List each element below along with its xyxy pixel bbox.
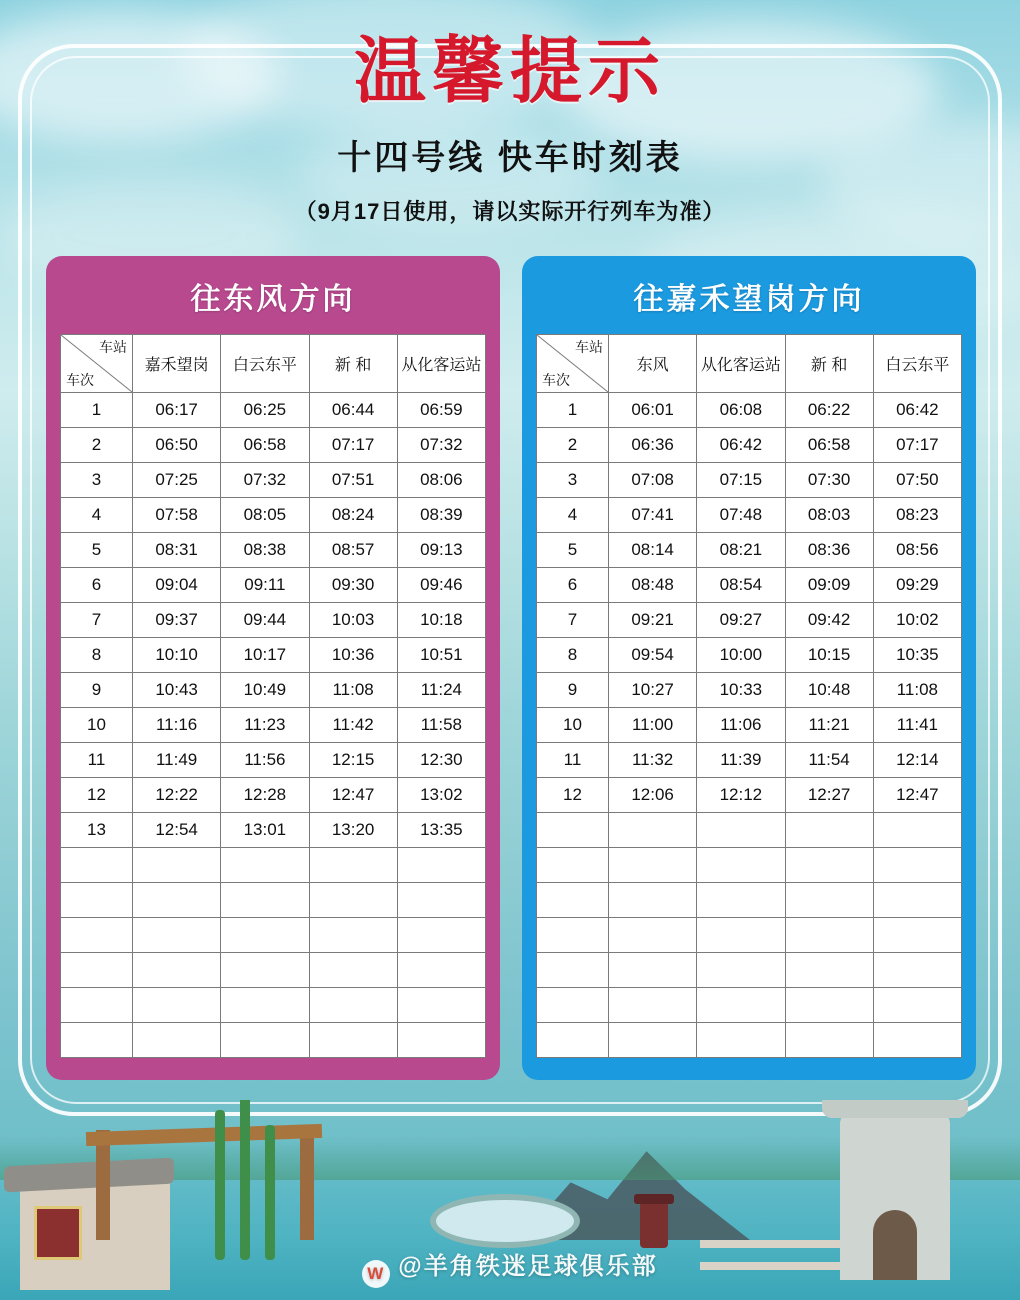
time-cell: 08:14 — [609, 533, 697, 568]
time-cell — [397, 988, 485, 1023]
bamboo-illustration — [265, 1125, 275, 1260]
time-cell — [397, 918, 485, 953]
column-header: 白云东平 — [873, 335, 961, 393]
train-number-cell: 3 — [537, 463, 609, 498]
train-number-cell: 5 — [61, 533, 133, 568]
train-number-cell: 8 — [537, 638, 609, 673]
time-cell — [785, 1023, 873, 1058]
time-cell: 06:08 — [697, 393, 785, 428]
train-number-cell: 6 — [61, 568, 133, 603]
time-cell: 06:36 — [609, 428, 697, 463]
time-cell: 08:05 — [221, 498, 309, 533]
train-number-cell — [537, 883, 609, 918]
time-cell: 06:59 — [397, 393, 485, 428]
table-row — [61, 463, 486, 498]
time-cell: 07:48 — [697, 498, 785, 533]
table-row — [61, 393, 486, 428]
train-number-cell — [537, 813, 609, 848]
time-cell — [221, 883, 309, 918]
time-cell — [309, 988, 397, 1023]
timetable-panel-east — [522, 256, 976, 1080]
watermark — [0, 1246, 1020, 1288]
time-cell: 08:06 — [397, 463, 485, 498]
time-cell: 11:39 — [697, 743, 785, 778]
time-cell — [873, 813, 961, 848]
time-cell: 10:48 — [785, 673, 873, 708]
time-cell: 07:08 — [609, 463, 697, 498]
time-cell — [133, 918, 221, 953]
table-header-row — [537, 335, 962, 393]
time-cell: 13:01 — [221, 813, 309, 848]
time-cell — [785, 918, 873, 953]
time-cell — [609, 883, 697, 918]
time-cell — [785, 988, 873, 1023]
train-number-cell — [61, 988, 133, 1023]
time-cell: 09:37 — [133, 603, 221, 638]
time-cell: 12:54 — [133, 813, 221, 848]
table-row — [537, 1023, 962, 1058]
time-cell: 07:58 — [133, 498, 221, 533]
time-cell — [609, 988, 697, 1023]
train-number-cell: 9 — [537, 673, 609, 708]
time-cell — [785, 813, 873, 848]
weibo-icon: W — [362, 1260, 390, 1288]
column-header: 从化客运站 — [397, 335, 485, 393]
table-row — [537, 463, 962, 498]
time-cell: 09:54 — [609, 638, 697, 673]
time-cell: 09:09 — [785, 568, 873, 603]
time-cell: 09:04 — [133, 568, 221, 603]
table-row — [537, 603, 962, 638]
column-header: 新 和 — [309, 335, 397, 393]
time-cell: 09:44 — [221, 603, 309, 638]
time-cell: 07:41 — [609, 498, 697, 533]
corner-station-label: 车站 — [99, 339, 127, 355]
time-cell: 12:15 — [309, 743, 397, 778]
time-cell — [133, 1023, 221, 1058]
hot-spring-illustration — [430, 1194, 580, 1248]
time-cell — [609, 848, 697, 883]
time-cell: 10:51 — [397, 638, 485, 673]
time-cell: 09:11 — [221, 568, 309, 603]
time-cell: 08:36 — [785, 533, 873, 568]
time-cell: 12:06 — [609, 778, 697, 813]
table-row — [61, 428, 486, 463]
table-row — [61, 918, 486, 953]
panel-title: 往嘉禾望岗方向 — [633, 283, 865, 316]
time-cell: 08:21 — [697, 533, 785, 568]
time-cell: 12:27 — [785, 778, 873, 813]
train-number-cell: 7 — [61, 603, 133, 638]
bamboo-illustration — [240, 1100, 250, 1260]
train-number-cell: 1 — [537, 393, 609, 428]
time-cell — [697, 953, 785, 988]
time-cell: 12:47 — [873, 778, 961, 813]
time-cell: 06:58 — [785, 428, 873, 463]
time-cell: 10:02 — [873, 603, 961, 638]
time-cell: 07:17 — [873, 428, 961, 463]
table-row — [61, 568, 486, 603]
time-cell: 10:27 — [609, 673, 697, 708]
train-number-cell — [537, 918, 609, 953]
time-cell: 10:35 — [873, 638, 961, 673]
time-cell: 10:00 — [697, 638, 785, 673]
corner-train-label: 车次 — [542, 372, 570, 388]
time-cell: 06:58 — [221, 428, 309, 463]
time-cell — [873, 953, 961, 988]
train-number-cell: 6 — [537, 568, 609, 603]
time-cell: 08:48 — [609, 568, 697, 603]
time-cell: 11:21 — [785, 708, 873, 743]
time-cell: 08:38 — [221, 533, 309, 568]
time-cell: 07:32 — [397, 428, 485, 463]
train-number-cell: 4 — [61, 498, 133, 533]
train-number-cell: 7 — [537, 603, 609, 638]
time-cell: 07:32 — [221, 463, 309, 498]
poster-header — [0, 26, 1020, 226]
time-cell — [309, 883, 397, 918]
table-row — [537, 393, 962, 428]
bamboo-illustration — [215, 1110, 225, 1260]
time-cell — [133, 848, 221, 883]
table-row — [61, 708, 486, 743]
time-cell: 07:30 — [785, 463, 873, 498]
corner-header-cell — [61, 335, 133, 393]
table-row — [537, 953, 962, 988]
time-cell: 08:23 — [873, 498, 961, 533]
time-cell — [873, 883, 961, 918]
lantern-top-illustration — [634, 1194, 674, 1204]
table-row — [537, 778, 962, 813]
table-row — [537, 568, 962, 603]
table-row — [61, 988, 486, 1023]
time-cell: 10:15 — [785, 638, 873, 673]
time-cell — [397, 1023, 485, 1058]
time-cell: 07:51 — [309, 463, 397, 498]
train-number-cell: 12 — [61, 778, 133, 813]
time-cell: 11:23 — [221, 708, 309, 743]
time-cell: 09:27 — [697, 603, 785, 638]
table-row — [537, 743, 962, 778]
train-number-cell: 2 — [61, 428, 133, 463]
table-row — [61, 883, 486, 918]
table-row — [537, 708, 962, 743]
time-cell: 12:22 — [133, 778, 221, 813]
column-header: 东风 — [609, 335, 697, 393]
time-cell: 06:44 — [309, 393, 397, 428]
time-cell: 11:08 — [873, 673, 961, 708]
table-row — [61, 603, 486, 638]
train-number-cell: 2 — [537, 428, 609, 463]
time-cell — [309, 848, 397, 883]
time-cell: 06:25 — [221, 393, 309, 428]
time-cell — [221, 953, 309, 988]
time-cell: 12:30 — [397, 743, 485, 778]
panel-title: 往东风方向 — [190, 283, 356, 316]
time-cell — [697, 918, 785, 953]
time-cell — [609, 953, 697, 988]
time-cell — [785, 953, 873, 988]
time-cell — [221, 918, 309, 953]
time-cell — [309, 953, 397, 988]
table-row — [61, 848, 486, 883]
time-cell: 09:46 — [397, 568, 485, 603]
train-number-cell — [537, 988, 609, 1023]
time-cell — [873, 918, 961, 953]
train-number-cell — [537, 1023, 609, 1058]
train-number-cell — [61, 1023, 133, 1058]
table-row — [61, 498, 486, 533]
time-cell: 06:42 — [697, 428, 785, 463]
table-row — [537, 918, 962, 953]
page-note: （9月17日使用，请以实际开行列车为准） — [294, 199, 726, 224]
time-cell: 11:58 — [397, 708, 485, 743]
time-cell: 11:06 — [697, 708, 785, 743]
time-cell: 11:42 — [309, 708, 397, 743]
train-number-cell — [61, 953, 133, 988]
table-row — [61, 953, 486, 988]
column-header: 新 和 — [785, 335, 873, 393]
time-cell: 13:02 — [397, 778, 485, 813]
table-row — [61, 778, 486, 813]
time-cell — [221, 848, 309, 883]
time-cell: 10:10 — [133, 638, 221, 673]
time-cell: 10:36 — [309, 638, 397, 673]
time-cell — [133, 883, 221, 918]
time-cell: 07:25 — [133, 463, 221, 498]
column-header: 白云东平 — [221, 335, 309, 393]
train-number-cell: 4 — [537, 498, 609, 533]
train-number-cell — [537, 848, 609, 883]
table-row — [537, 498, 962, 533]
table-row — [61, 533, 486, 568]
time-cell: 06:17 — [133, 393, 221, 428]
corner-header-cell — [537, 335, 609, 393]
time-cell: 09:30 — [309, 568, 397, 603]
train-number-cell — [61, 848, 133, 883]
time-cell: 11:08 — [309, 673, 397, 708]
train-number-cell: 3 — [61, 463, 133, 498]
time-cell — [873, 988, 961, 1023]
time-cell — [697, 813, 785, 848]
time-cell — [609, 918, 697, 953]
train-number-cell: 11 — [537, 743, 609, 778]
time-cell: 09:13 — [397, 533, 485, 568]
timetable — [60, 334, 486, 1058]
table-row — [537, 988, 962, 1023]
column-header: 嘉禾望岗 — [133, 335, 221, 393]
page-title: 温馨提示 — [353, 29, 666, 113]
train-number-cell: 10 — [61, 708, 133, 743]
table-row — [537, 673, 962, 708]
table-row — [537, 638, 962, 673]
table-row — [537, 813, 962, 848]
time-cell — [397, 848, 485, 883]
time-cell — [697, 1023, 785, 1058]
time-cell — [221, 988, 309, 1023]
time-cell: 12:12 — [697, 778, 785, 813]
train-number-cell: 13 — [61, 813, 133, 848]
time-cell: 08:54 — [697, 568, 785, 603]
time-cell: 09:42 — [785, 603, 873, 638]
timetable — [536, 334, 962, 1058]
time-cell: 08:57 — [309, 533, 397, 568]
time-cell: 12:28 — [221, 778, 309, 813]
time-cell: 11:24 — [397, 673, 485, 708]
time-cell: 11:16 — [133, 708, 221, 743]
time-cell: 08:03 — [785, 498, 873, 533]
table-header-row — [61, 335, 486, 393]
time-cell: 10:43 — [133, 673, 221, 708]
time-cell — [785, 848, 873, 883]
lantern-illustration — [640, 1202, 668, 1248]
train-number-cell: 10 — [537, 708, 609, 743]
time-cell — [873, 848, 961, 883]
column-header: 从化客运站 — [697, 335, 785, 393]
train-number-cell: 12 — [537, 778, 609, 813]
time-cell: 08:24 — [309, 498, 397, 533]
watermark-text: @羊角铁迷足球俱乐部 — [398, 1253, 658, 1280]
table-row — [61, 1023, 486, 1058]
train-number-cell: 8 — [61, 638, 133, 673]
corner-station-label: 车站 — [575, 339, 603, 355]
train-number-cell — [61, 883, 133, 918]
table-row — [537, 883, 962, 918]
table-row — [537, 428, 962, 463]
time-cell — [397, 953, 485, 988]
time-cell: 06:50 — [133, 428, 221, 463]
time-cell: 10:33 — [697, 673, 785, 708]
time-cell: 13:20 — [309, 813, 397, 848]
time-cell: 10:17 — [221, 638, 309, 673]
time-cell — [785, 883, 873, 918]
time-cell: 10:03 — [309, 603, 397, 638]
time-cell: 11:54 — [785, 743, 873, 778]
timetable-panels — [46, 256, 976, 1080]
train-number-cell: 1 — [61, 393, 133, 428]
time-cell: 10:49 — [221, 673, 309, 708]
time-cell: 11:49 — [133, 743, 221, 778]
page-subtitle: 十四号线 快车时刻表 — [337, 139, 683, 177]
time-cell — [609, 1023, 697, 1058]
time-cell — [697, 988, 785, 1023]
time-cell: 09:29 — [873, 568, 961, 603]
time-cell: 09:21 — [609, 603, 697, 638]
train-number-cell: 5 — [537, 533, 609, 568]
time-cell: 10:18 — [397, 603, 485, 638]
time-cell: 11:00 — [609, 708, 697, 743]
wooden-post-illustration — [96, 1130, 110, 1240]
table-row — [61, 743, 486, 778]
time-cell: 08:39 — [397, 498, 485, 533]
time-cell: 06:42 — [873, 393, 961, 428]
time-cell — [309, 918, 397, 953]
corner-train-label: 车次 — [66, 372, 94, 388]
time-cell — [133, 953, 221, 988]
table-row — [537, 533, 962, 568]
train-number-cell — [61, 918, 133, 953]
time-cell: 12:47 — [309, 778, 397, 813]
table-row — [61, 638, 486, 673]
time-cell — [697, 848, 785, 883]
time-cell: 11:32 — [609, 743, 697, 778]
time-cell: 07:17 — [309, 428, 397, 463]
time-cell: 12:14 — [873, 743, 961, 778]
time-cell: 11:41 — [873, 708, 961, 743]
time-cell — [397, 883, 485, 918]
time-cell — [309, 1023, 397, 1058]
table-row — [61, 673, 486, 708]
time-cell: 07:15 — [697, 463, 785, 498]
time-cell — [609, 813, 697, 848]
train-number-cell: 9 — [61, 673, 133, 708]
time-cell — [221, 1023, 309, 1058]
time-cell — [133, 988, 221, 1023]
time-cell: 13:35 — [397, 813, 485, 848]
wooden-post-illustration — [300, 1130, 314, 1240]
time-cell: 06:22 — [785, 393, 873, 428]
time-cell: 06:01 — [609, 393, 697, 428]
table-row — [61, 813, 486, 848]
timetable-panel-west — [46, 256, 500, 1080]
time-cell: 11:56 — [221, 743, 309, 778]
table-row — [537, 848, 962, 883]
time-cell — [873, 1023, 961, 1058]
time-cell: 07:50 — [873, 463, 961, 498]
time-cell — [697, 883, 785, 918]
train-number-cell: 11 — [61, 743, 133, 778]
time-cell: 08:31 — [133, 533, 221, 568]
time-cell: 08:56 — [873, 533, 961, 568]
train-number-cell — [537, 953, 609, 988]
